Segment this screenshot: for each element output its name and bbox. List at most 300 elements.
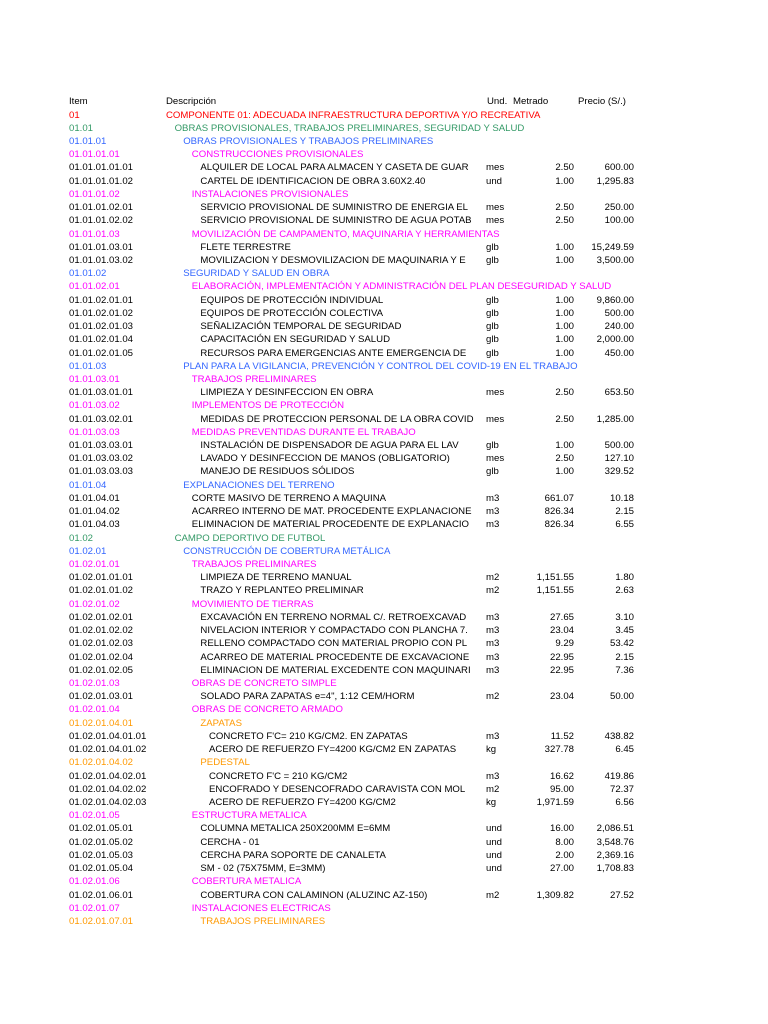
row-unit: mes <box>486 215 505 227</box>
row-description: NIVELACION INTERIOR Y COMPACTADO CON PLANCHA 7. <box>200 625 468 637</box>
row-item-code: 01.01.02.01 <box>69 281 120 293</box>
row-description: MEDIDAS PREVENTIDAS DURANTE EL TRABAJO <box>191 426 416 438</box>
row-metrado: 1.00 <box>555 347 574 359</box>
row-description: EQUIPOS DE PROTECCIÓN COLECTIVA <box>200 307 384 319</box>
row-precio: 3,548.76 <box>596 836 634 848</box>
row-precio: 2.15 <box>615 506 634 518</box>
row-metrado <box>516 545 574 558</box>
row-description: ELABORACIÓN, IMPLEMENTACIÓN Y ADMINISTRACIÓN DEL PLAN DESEGURIDAD Y SALUD <box>191 281 612 293</box>
row-description: CONCRETO F'C = 210 KG/CM2 <box>209 770 348 782</box>
row-item-code: 01.01.03.02.01 <box>69 413 134 425</box>
row-metrado: 2.50 <box>555 215 574 227</box>
row-metrado: 1.00 <box>555 307 574 319</box>
row-item-code: 01.02.01.04.01 <box>69 717 134 729</box>
row-metrado <box>516 598 574 611</box>
row-precio <box>576 479 634 492</box>
row-unit <box>486 703 518 716</box>
row-precio <box>576 228 634 241</box>
row-metrado: 22.95 <box>549 651 574 663</box>
row-precio <box>576 122 634 135</box>
table-row <box>0 426 768 439</box>
row-precio: 3.45 <box>615 625 634 637</box>
row-description: CONCRETO F'C= 210 KG/CM2. EN ZAPATAS <box>209 730 408 742</box>
row-precio <box>576 598 634 611</box>
row-unit: m2 <box>486 691 500 703</box>
row-unit <box>486 135 518 148</box>
row-item-code: 01.02.01.06.01 <box>69 889 134 901</box>
row-item-code: 01.02.01.03 <box>69 678 120 689</box>
row-metrado <box>516 875 574 888</box>
row-item-code: 01.01.04.02 <box>69 506 120 518</box>
row-item-code: 01.01.02.01.03 <box>69 321 134 332</box>
row-metrado <box>516 809 574 822</box>
row-metrado: 23.04 <box>549 625 574 637</box>
row-item-code: 01.01.02.01.04 <box>69 334 134 346</box>
row-precio: 6.56 <box>615 796 634 808</box>
table-row <box>0 320 768 333</box>
row-precio <box>576 399 634 412</box>
table-row <box>0 518 768 531</box>
table-row <box>0 637 768 650</box>
row-description: LAVADO Y DESINFECCION DE MANOS (OBLIGATORIO) <box>200 453 450 465</box>
row-description: INSTALACIONES ELECTRICAS <box>191 902 331 914</box>
row-description: ELIMINACION DE MATERIAL EXCEDENTE CON MAQUINARI <box>200 664 471 676</box>
row-precio: 2,369.16 <box>596 849 634 861</box>
row-precio <box>576 703 634 716</box>
row-item-code: 01.02.01.05.01 <box>69 823 134 835</box>
row-unit: m3 <box>486 611 500 623</box>
row-description: CERCHA PARA SOPORTE DE CANALETA <box>200 849 386 861</box>
row-item-code: 01.01.03.01.01 <box>69 387 134 399</box>
row-precio: 127.10 <box>604 453 634 465</box>
row-precio <box>576 915 634 928</box>
table-row <box>0 413 768 426</box>
row-description: SERVICIO PROVISIONAL DE SUMINISTRO DE AGUA POTAB <box>200 215 472 227</box>
row-precio: 500.00 <box>604 440 634 451</box>
row-item-code: 01.02.01.01.02 <box>69 585 134 597</box>
table-row <box>0 862 768 875</box>
row-description: IMPLEMENTOS DE PROTECCIÓN <box>191 400 345 412</box>
table-row <box>0 664 768 677</box>
row-unit <box>486 399 518 412</box>
row-unit: mes <box>486 413 505 425</box>
row-metrado <box>516 399 574 412</box>
row-metrado: 22.95 <box>549 664 574 676</box>
row-unit: m3 <box>486 492 500 504</box>
row-description: OBRAS PROVISIONALES, TRABAJOS PRELIMINARES, SEGURIDAD Y SALUD <box>174 122 525 134</box>
row-precio: 2.63 <box>615 585 634 597</box>
row-unit: m2 <box>486 889 500 901</box>
row-unit <box>486 902 518 915</box>
row-item-code: 01.02.01.05.02 <box>69 836 134 848</box>
row-metrado <box>516 360 574 373</box>
row-precio <box>576 109 634 122</box>
row-item-code: 01.01.03.03.02 <box>69 453 134 465</box>
row-unit <box>486 109 518 122</box>
row-metrado <box>516 717 574 730</box>
row-item-code: 01 <box>69 109 80 121</box>
table-row <box>0 743 768 756</box>
row-metrado: 661.07 <box>544 492 574 504</box>
row-precio: 438.82 <box>604 730 634 742</box>
table-row <box>0 571 768 584</box>
row-unit <box>486 360 518 373</box>
row-item-code: 01.01.03.01 <box>69 373 120 385</box>
row-precio: 329.52 <box>604 466 634 478</box>
table-row <box>0 703 768 716</box>
row-unit <box>486 598 518 611</box>
row-description: INSTALACIÓN DE DISPENSADOR DE AGUA PARA EL LAV <box>200 440 459 451</box>
row-metrado: 27.00 <box>549 863 574 874</box>
row-item-code: 01.01.04.03 <box>69 519 120 531</box>
header-row <box>0 95 768 108</box>
row-metrado <box>516 426 574 439</box>
row-item-code: 01.01 <box>69 122 94 134</box>
row-precio: 9,860.00 <box>596 294 634 306</box>
row-item-code: 01.02.01.06 <box>69 876 120 888</box>
row-item-code: 01.01.03.02 <box>69 400 120 412</box>
row-precio: 450.00 <box>604 347 634 359</box>
row-unit: m2 <box>486 585 500 597</box>
row-metrado: 2.50 <box>555 162 574 174</box>
row-unit: und <box>486 849 503 861</box>
table-row <box>0 294 768 307</box>
table-row <box>0 386 768 399</box>
table-row <box>0 545 768 558</box>
row-precio: 27.52 <box>609 889 634 901</box>
row-item-code: 01.01.01.02 <box>69 188 120 200</box>
row-unit: glb <box>486 241 499 253</box>
row-description: ENCOFRADO Y DESENCOFRADO CARAVISTA CON MOL <box>209 783 466 795</box>
row-metrado: 16.62 <box>549 770 574 782</box>
row-metrado: 27.65 <box>549 611 574 623</box>
row-description: CAMPO DEPORTIVO DE FUTBOL <box>174 532 326 544</box>
row-item-code: 01.01.02.01.01 <box>69 294 134 306</box>
row-item-code: 01.01.02.01.05 <box>69 347 134 359</box>
row-metrado: 1,151.55 <box>536 585 574 597</box>
table-row <box>0 109 768 122</box>
row-metrado <box>516 188 574 201</box>
row-description: ALQUILER DE LOCAL PARA ALMACEN Y CASETA DE GUAR <box>200 162 469 174</box>
table-row <box>0 439 768 452</box>
table-row <box>0 822 768 835</box>
table-row <box>0 532 768 545</box>
row-metrado <box>516 228 574 241</box>
row-precio <box>576 148 634 161</box>
table-row <box>0 479 768 492</box>
row-unit: mes <box>486 162 505 174</box>
table-row <box>0 228 768 241</box>
row-metrado <box>516 703 574 716</box>
row-description: CORTE MASIVO DE TERRENO A MAQUINA <box>191 492 387 504</box>
row-item-code: 01.01.03.03 <box>69 426 120 438</box>
row-unit: m3 <box>486 664 500 676</box>
row-precio: 50.00 <box>609 691 634 703</box>
row-metrado <box>516 558 574 571</box>
row-description: LIMPIEZA Y DESINFECCION EN OBRA <box>200 387 374 399</box>
row-item-code: 01.02 <box>69 532 94 544</box>
row-unit: m3 <box>486 519 500 531</box>
row-description: COBERTURA METALICA <box>191 876 302 888</box>
row-metrado <box>516 135 574 148</box>
table-row <box>0 161 768 174</box>
row-description: MANEJO DE RESIDUOS SÓLIDOS <box>200 466 355 478</box>
table-row <box>0 584 768 597</box>
row-precio: 2.15 <box>615 651 634 663</box>
table-row <box>0 201 768 214</box>
row-metrado: 9.29 <box>555 638 574 650</box>
row-item-code: 01.01.03 <box>69 360 107 372</box>
row-item-code: 01.02.01.05.04 <box>69 863 134 874</box>
row-unit <box>486 875 518 888</box>
row-description: OBRAS DE CONCRETO SIMPLE <box>191 678 337 689</box>
row-description: EXCAVACIÓN EN TERRENO NORMAL C/. RETROEXCAVAD <box>200 611 467 623</box>
row-unit <box>486 280 518 293</box>
row-precio: 1,285.00 <box>596 413 634 425</box>
table-row <box>0 770 768 783</box>
row-unit <box>486 267 518 280</box>
row-metrado: 2.50 <box>555 453 574 465</box>
row-description: ACERO DE REFUERZO FY=4200 KG/CM2 EN ZAPATAS <box>209 744 457 756</box>
row-metrado: 1,309.82 <box>536 889 574 901</box>
row-unit: und <box>486 863 503 874</box>
table-row <box>0 730 768 743</box>
row-description: MOVIMIENTO DE TIERRAS <box>191 598 314 610</box>
row-precio <box>576 373 634 386</box>
row-description: ACERO DE REFUERZO FY=4200 KG/CM2 <box>209 796 396 808</box>
row-item-code: 01.02.01.07.01 <box>69 915 134 927</box>
row-item-code: 01.01.01.01.01 <box>69 162 134 174</box>
row-unit <box>486 756 518 769</box>
row-metrado: 2.50 <box>555 413 574 425</box>
row-metrado <box>516 109 574 122</box>
row-item-code: 01.01.02.01.02 <box>69 307 134 319</box>
row-item-code: 01.02.01.04.01.01 <box>69 730 147 742</box>
row-metrado <box>516 677 574 690</box>
table-row <box>0 280 768 293</box>
row-precio <box>576 280 634 293</box>
table-row <box>0 505 768 518</box>
row-precio: 72.37 <box>609 783 634 795</box>
row-unit <box>486 148 518 161</box>
table-row <box>0 307 768 320</box>
row-unit: glb <box>486 294 499 306</box>
row-metrado: 1.00 <box>555 466 574 478</box>
row-item-code: 01.01.01.03.01 <box>69 241 134 253</box>
table-row <box>0 360 768 373</box>
table-row <box>0 611 768 624</box>
table-row <box>0 373 768 386</box>
row-description: CONSTRUCCIONES PROVISIONALES <box>191 149 364 161</box>
row-metrado: 1.00 <box>555 321 574 332</box>
row-metrado <box>516 902 574 915</box>
table-row <box>0 254 768 267</box>
row-description: RELLENO COMPACTADO CON MATERIAL PROPIO CON PL <box>200 638 468 650</box>
row-item-code: 01.01.01.01.02 <box>69 175 134 187</box>
row-precio <box>576 360 634 373</box>
row-description: CONSTRUCCIÓN DE COBERTURA METÁLICA <box>183 545 391 557</box>
row-precio: 3.10 <box>615 611 634 623</box>
row-item-code: 01.01.04.01 <box>69 492 120 504</box>
table-row <box>0 915 768 928</box>
row-unit <box>486 915 518 928</box>
table-row <box>0 267 768 280</box>
row-unit: glb <box>486 321 499 332</box>
row-description: OBRAS DE CONCRETO ARMADO <box>191 704 344 716</box>
row-item-code: 01.02.01.04.02.02 <box>69 783 147 795</box>
row-metrado: 1.00 <box>555 440 574 451</box>
row-unit <box>486 809 518 822</box>
row-metrado: 1.00 <box>555 294 574 306</box>
row-item-code: 01.02.01.01.01 <box>69 572 134 584</box>
row-unit <box>486 717 518 730</box>
header-und: Und. <box>487 96 508 107</box>
table-row <box>0 624 768 637</box>
row-unit: m2 <box>486 572 500 584</box>
row-precio <box>576 426 634 439</box>
row-description: SEÑALIZACIÓN TEMPORAL DE SEGURIDAD <box>200 321 402 332</box>
row-unit <box>486 479 518 492</box>
row-unit: glb <box>486 466 499 478</box>
row-description: MOVILIZACION Y DESMOVILIZACION DE MAQUINARIA Y E <box>200 254 466 266</box>
row-description: SEGURIDAD Y SALUD EN OBRA <box>183 268 330 280</box>
row-description: OBRAS PROVISIONALES Y TRABAJOS PRELIMINARES <box>183 135 434 147</box>
row-unit: m3 <box>486 730 500 742</box>
row-metrado: 11.52 <box>550 730 574 742</box>
row-precio <box>576 756 634 769</box>
row-metrado: 327.78 <box>544 744 574 756</box>
row-metrado <box>516 915 574 928</box>
row-unit <box>486 188 518 201</box>
table-row <box>0 677 768 690</box>
table-row <box>0 347 768 360</box>
row-unit <box>486 426 518 439</box>
row-metrado: 1,971.59 <box>536 796 574 808</box>
row-item-code: 01.01.01.02.01 <box>69 202 134 213</box>
row-unit: m3 <box>486 651 500 663</box>
row-description: TRAZO Y REPLANTEO PRELIMINAR <box>200 585 364 597</box>
table-row <box>0 690 768 703</box>
row-item-code: 01.02.01.04 <box>69 704 120 716</box>
row-description: COBERTURA CON CALAMINON (ALUZINC AZ-150) <box>200 889 428 901</box>
row-unit: m3 <box>486 638 500 650</box>
row-unit: mes <box>486 453 505 465</box>
row-precio <box>576 875 634 888</box>
table-row <box>0 796 768 809</box>
row-description: SM - 02 (75X75MM, E=3MM) <box>200 863 326 874</box>
table-row <box>0 214 768 227</box>
row-metrado: 826.34 <box>544 519 574 531</box>
row-metrado: 2.50 <box>555 202 574 213</box>
row-unit: glb <box>486 307 499 319</box>
header-descripcion: Descripción <box>166 96 217 107</box>
row-description: MOVILIZACIÓN DE CAMPAMENTO, MAQUINARIA Y HERRAMIENTAS <box>191 228 500 240</box>
table-row <box>0 188 768 201</box>
row-item-code: 01.02.01.02.05 <box>69 664 134 676</box>
table-row <box>0 465 768 478</box>
row-description: CARTEL DE IDENTIFICACION DE OBRA 3.60X2.40 <box>200 175 426 187</box>
row-item-code: 01.01.01.01 <box>69 149 120 161</box>
row-metrado <box>516 267 574 280</box>
row-item-code: 01.02.01.02.02 <box>69 625 134 637</box>
row-unit: glb <box>486 347 499 359</box>
row-item-code: 01.02.01.04.02.03 <box>69 796 147 808</box>
row-precio: 3,500.00 <box>596 254 634 266</box>
row-description: TRABAJOS PRELIMINARES <box>191 559 317 570</box>
row-metrado: 2.50 <box>555 387 574 399</box>
row-description: INSTALACIONES PROVISIONALES <box>191 188 349 200</box>
row-item-code: 01.02.01.04.01.02 <box>69 744 147 756</box>
row-item-code: 01.02.01.07 <box>69 902 120 914</box>
row-unit: m3 <box>486 506 500 518</box>
row-description: SOLADO PARA ZAPATAS e=4", 1:12 CEM/HORM <box>200 691 415 703</box>
row-metrado: 23.04 <box>549 691 574 703</box>
row-unit: mes <box>486 202 505 213</box>
row-item-code: 01.01.02 <box>69 268 107 280</box>
row-unit: mes <box>486 387 505 399</box>
row-unit <box>486 532 518 545</box>
header-metrado: Metrado <box>513 96 549 107</box>
row-description: SERVICIO PROVISIONAL DE SUMINISTRO DE ENERGIA EL <box>200 202 469 213</box>
table-row <box>0 241 768 254</box>
row-unit: m3 <box>486 625 500 637</box>
row-precio: 100.00 <box>604 215 634 227</box>
row-description: EXPLANACIONES DEL TERRENO <box>183 479 335 491</box>
row-item-code: 01.01.01 <box>69 135 107 147</box>
table-row <box>0 783 768 796</box>
row-unit <box>486 677 518 690</box>
row-metrado <box>516 479 574 492</box>
row-unit: m2 <box>486 783 500 795</box>
row-description: ACARREO INTERNO DE MAT. PROCEDENTE EXPLANACIONE <box>191 506 472 518</box>
row-precio: 7.36 <box>615 664 634 676</box>
row-precio: 1,295.83 <box>596 175 634 187</box>
table-row <box>0 399 768 412</box>
table-row <box>0 717 768 730</box>
table-row <box>0 809 768 822</box>
row-unit: kg <box>486 796 497 808</box>
row-unit: und <box>486 175 503 187</box>
row-metrado: 95.00 <box>549 783 574 795</box>
row-precio: 1.80 <box>615 572 634 584</box>
row-item-code: 01.02.01.01 <box>69 559 120 570</box>
row-precio: 6.45 <box>615 744 634 756</box>
row-description: TRABAJOS PRELIMINARES <box>191 373 317 385</box>
row-description: ZAPATAS <box>200 717 242 729</box>
table-row <box>0 889 768 902</box>
table-row <box>0 135 768 148</box>
row-precio <box>576 902 634 915</box>
table-row <box>0 598 768 611</box>
table-row <box>0 333 768 346</box>
row-unit <box>486 122 518 135</box>
table-row <box>0 651 768 664</box>
row-unit <box>486 228 518 241</box>
row-precio: 10.18 <box>609 492 634 504</box>
row-metrado: 1.00 <box>555 241 574 253</box>
row-metrado <box>516 373 574 386</box>
row-item-code: 01.02.01.02 <box>69 598 120 610</box>
table-row <box>0 122 768 135</box>
table-row <box>0 558 768 571</box>
row-precio <box>576 532 634 545</box>
row-description: CAPACITACIÓN EN SEGURIDAD Y SALUD <box>200 334 390 346</box>
row-unit: glb <box>486 334 499 346</box>
row-precio: 240.00 <box>604 321 634 332</box>
table-row <box>0 756 768 769</box>
row-description: RECURSOS PARA EMERGENCIAS ANTE EMERGENCIA DE <box>200 347 467 359</box>
row-precio <box>576 809 634 822</box>
